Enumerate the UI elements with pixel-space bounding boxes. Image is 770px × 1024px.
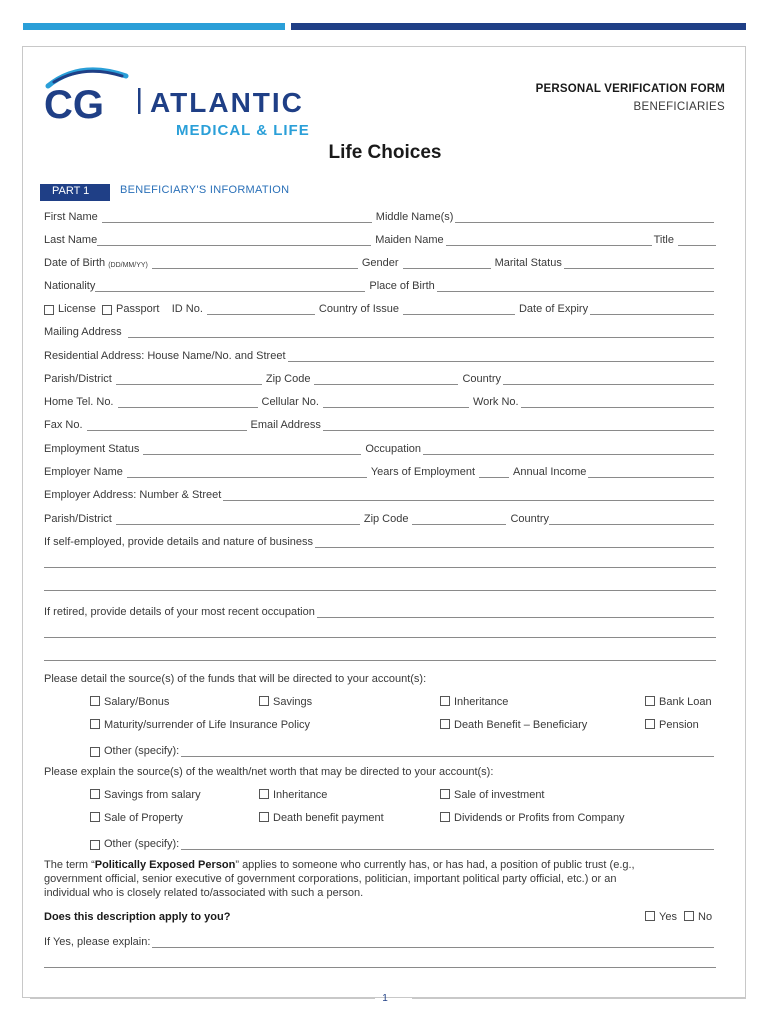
wealth-option-dividends[interactable] [440,812,625,824]
mailing-address-label: Mailing Address [44,326,122,338]
logo-cg-text: CG [44,83,104,127]
top-accent-bar-light [23,23,285,30]
top-accent-bar-dark [291,23,746,30]
row-employment [44,439,716,455]
country-label-2: Country [510,513,550,525]
retired-line-3[interactable] [44,660,716,661]
dob-format: (DD/MM/YY) [108,262,148,269]
funds-option-savings[interactable] [259,696,312,708]
zip-code-field-2[interactable] [412,514,506,525]
wealth-other-checkbox[interactable] [90,840,100,850]
pep-yes-option[interactable] [645,911,677,923]
funds-option-salary[interactable] [90,696,169,708]
yes-checkbox[interactable] [645,911,655,921]
residential-address-field[interactable] [288,351,714,362]
funds-option-maturity[interactable] [90,719,310,731]
bank-loan-checkbox[interactable] [645,696,655,706]
email-label: Email Address [250,419,321,431]
passport-label: Passport [116,303,160,315]
country-of-issue-field[interactable] [403,304,515,315]
dob-field[interactable] [152,258,358,269]
savings-salary-label: Savings from salary [104,789,201,801]
no-label: No [698,911,713,923]
inheritance-checkbox[interactable] [440,696,450,706]
email-field[interactable] [323,420,714,431]
place-of-birth-field[interactable] [437,281,714,292]
row-self-employed [44,532,716,548]
marital-status-field[interactable] [564,258,714,269]
zip-code-label-2: Zip Code [363,513,409,525]
funds-other-field[interactable] [181,746,714,757]
salary-label: Salary/Bonus [104,696,170,708]
employer-address-field[interactable] [223,490,714,501]
death-benefit-payment-checkbox[interactable] [259,812,269,822]
funds-option-inheritance[interactable] [440,696,508,708]
gender-label: Gender [361,257,399,269]
pension-label: Pension [659,719,699,731]
part-underline [40,199,110,201]
country-field-2[interactable] [549,514,714,525]
parish-field[interactable] [116,374,262,385]
id-no-field[interactable] [207,304,315,315]
dob-label: Date of Birth [44,257,106,269]
form-subtitle: BENEFICIARIES [633,101,725,113]
employment-status-field[interactable] [143,444,361,455]
logo-atlantic-text: ATLANTIC [150,87,304,118]
wealth-option-inheritance[interactable] [259,789,327,801]
inheritance-label: Inheritance [454,696,509,708]
annual-income-field[interactable] [588,467,714,478]
wealth-option-death-benefit[interactable] [259,812,384,824]
pep-question: Does this description apply to you? [44,911,231,923]
funds-option-bank-loan[interactable] [645,696,712,708]
occupation-label: Occupation [365,443,422,455]
wealth-inheritance-checkbox[interactable] [259,789,269,799]
cellular-field[interactable] [323,397,469,408]
self-employed-line-2[interactable] [44,567,716,568]
retired-label: If retired, provide details of your most recent occupation [44,606,315,618]
maturity-label: Maturity/surrender of Life Insurance Policy [104,719,311,731]
zip-code-field[interactable] [314,374,458,385]
row-employer [44,462,716,478]
row-employer-address [44,485,716,501]
death-benefit-label: Death Benefit – Beneficiary [454,719,588,731]
date-of-expiry-field[interactable] [590,304,714,315]
fax-no-label: Fax No. [44,419,83,431]
maiden-name-label: Maiden Name [375,234,444,246]
pep-description [44,858,644,900]
id-no-label: ID No. [171,303,203,315]
pension-checkbox[interactable] [645,719,655,729]
title-label: Title [653,234,674,246]
country-label: Country [462,373,502,385]
pep-intro: The term “ [44,859,95,871]
row-nationality [44,276,716,292]
funds-option-pension[interactable] [645,719,699,731]
row-residential [44,346,716,362]
row-phones [44,392,716,408]
row-parish [44,369,716,385]
pep-no-option[interactable] [684,911,712,923]
self-employed-field[interactable] [315,537,714,548]
middle-names-label: Middle Name(s) [375,211,454,223]
funds-question: Please detail the source(s) of the funds that will be directed to your account(s): [44,673,427,685]
pep-term: Politically Exposed Person [94,859,236,871]
wealth-other-field[interactable] [181,839,714,850]
logo-medical-life-text: MEDICAL & LIFE [176,122,310,139]
license-label: License [58,303,96,315]
marital-status-label: Marital Status [494,257,562,269]
date-of-expiry-label: Date of Expiry [518,303,589,315]
row-names [44,207,716,223]
license-checkbox[interactable] [44,305,54,315]
retired-line-2[interactable] [44,637,716,638]
yes-label: Yes [659,911,677,923]
work-no-field[interactable] [521,397,714,408]
country-of-issue-label: Country of Issue [318,303,399,315]
parish-field-2[interactable] [116,514,360,525]
bank-loan-label: Bank Loan [659,696,712,708]
home-tel-label: Home Tel. No. [44,396,114,408]
row-fax [44,415,716,431]
retired-field[interactable] [317,607,714,618]
nationality-field[interactable] [95,281,365,292]
self-employed-label: If self-employed, provide details and nature of business [44,536,314,548]
funds-other-row [90,741,716,757]
parish-label: Parish/District [44,373,112,385]
last-name-label: Last Name [44,234,98,246]
gender-field[interactable] [403,258,491,269]
nationality-label: Nationality [44,280,96,292]
savings-label: Savings [273,696,313,708]
explain-field[interactable] [152,937,714,948]
page-title: Life Choices [328,142,442,163]
sale-property-label: Sale of Property [104,812,183,824]
section-heading: BENEFICIARY'S INFORMATION [120,184,290,196]
annual-income-label: Annual Income [513,466,587,478]
savings-checkbox[interactable] [259,696,269,706]
dividends-label: Dividends or Profits from Company [454,812,625,824]
first-name-field[interactable] [102,212,372,223]
fax-no-field[interactable] [87,420,247,431]
wealth-option-savings-salary[interactable] [90,789,201,801]
employer-name-field[interactable] [127,467,367,478]
row-last-name [44,230,716,246]
wealth-other-label: Other (specify): [104,838,180,850]
row-id [44,299,716,315]
part-label: PART 1 [40,184,110,199]
funds-other-label: Other (specify): [104,745,180,757]
form-title: PERSONAL VERIFICATION FORM [535,83,725,95]
work-no-label: Work No. [472,396,519,408]
wealth-question: Please explain the source(s) of the wealth/net worth that may be directed to your account(s): [44,766,494,778]
row-explain [44,932,716,948]
sale-investment-checkbox[interactable] [440,789,450,799]
last-name-field[interactable] [97,235,371,246]
page-number: 1 [382,993,388,1004]
occupation-field[interactable] [423,444,714,455]
row-dob [44,253,716,269]
home-tel-field[interactable] [118,397,258,408]
passport-checkbox[interactable] [102,305,112,315]
salary-checkbox[interactable] [90,696,100,706]
middle-names-field[interactable] [455,212,714,223]
zip-code-label: Zip Code [265,373,311,385]
title-field[interactable] [678,235,716,246]
row-mailing [44,322,716,338]
first-name-label: First Name [44,211,98,223]
cellular-label: Cellular No. [261,396,319,408]
no-checkbox[interactable] [684,911,694,921]
explain-label: If Yes, please explain: [44,936,151,948]
row-retired [44,602,716,618]
country-field[interactable] [503,374,714,385]
pep-text: ” applies to someone who currently has, or has had, a position of public trust (e.g., government official, senior executive of government corporations, politician, important political party official, etc.) or an individual who is closely related to/associated with such a person. [44,859,635,899]
funds-option-death-benefit[interactable] [440,719,587,731]
parish-label-2: Parish/District [44,513,112,525]
employer-address-label: Employer Address: Number & Street [44,489,222,501]
employer-name-label: Employer Name [44,466,123,478]
savings-salary-checkbox[interactable] [90,789,100,799]
years-employment-label: Years of Employment [370,466,476,478]
death-benefit-payment-label: Death benefit payment [273,812,384,824]
self-employed-line-3[interactable] [44,590,716,591]
wealth-option-sale-property[interactable] [90,812,183,824]
place-of-birth-label: Place of Birth [369,280,435,292]
death-benefit-checkbox[interactable] [440,719,450,729]
cg-atlantic-logo [40,62,370,142]
sale-property-checkbox[interactable] [90,812,100,822]
maiden-name-field[interactable] [446,235,652,246]
dividends-checkbox[interactable] [440,812,450,822]
employment-status-label: Employment Status [44,443,140,455]
row-parish-2 [44,509,716,525]
funds-other-checkbox[interactable] [90,747,100,757]
wealth-other-row [90,834,716,850]
wealth-inheritance-label: Inheritance [273,789,328,801]
maturity-checkbox[interactable] [90,719,100,729]
mailing-address-field[interactable] [128,327,714,338]
sale-investment-label: Sale of investment [454,789,545,801]
years-employment-field[interactable] [479,467,509,478]
residential-address-label: Residential Address: House Name/No. and Street [44,350,286,362]
wealth-option-sale-investment[interactable] [440,789,545,801]
explain-line-2[interactable] [44,967,716,968]
